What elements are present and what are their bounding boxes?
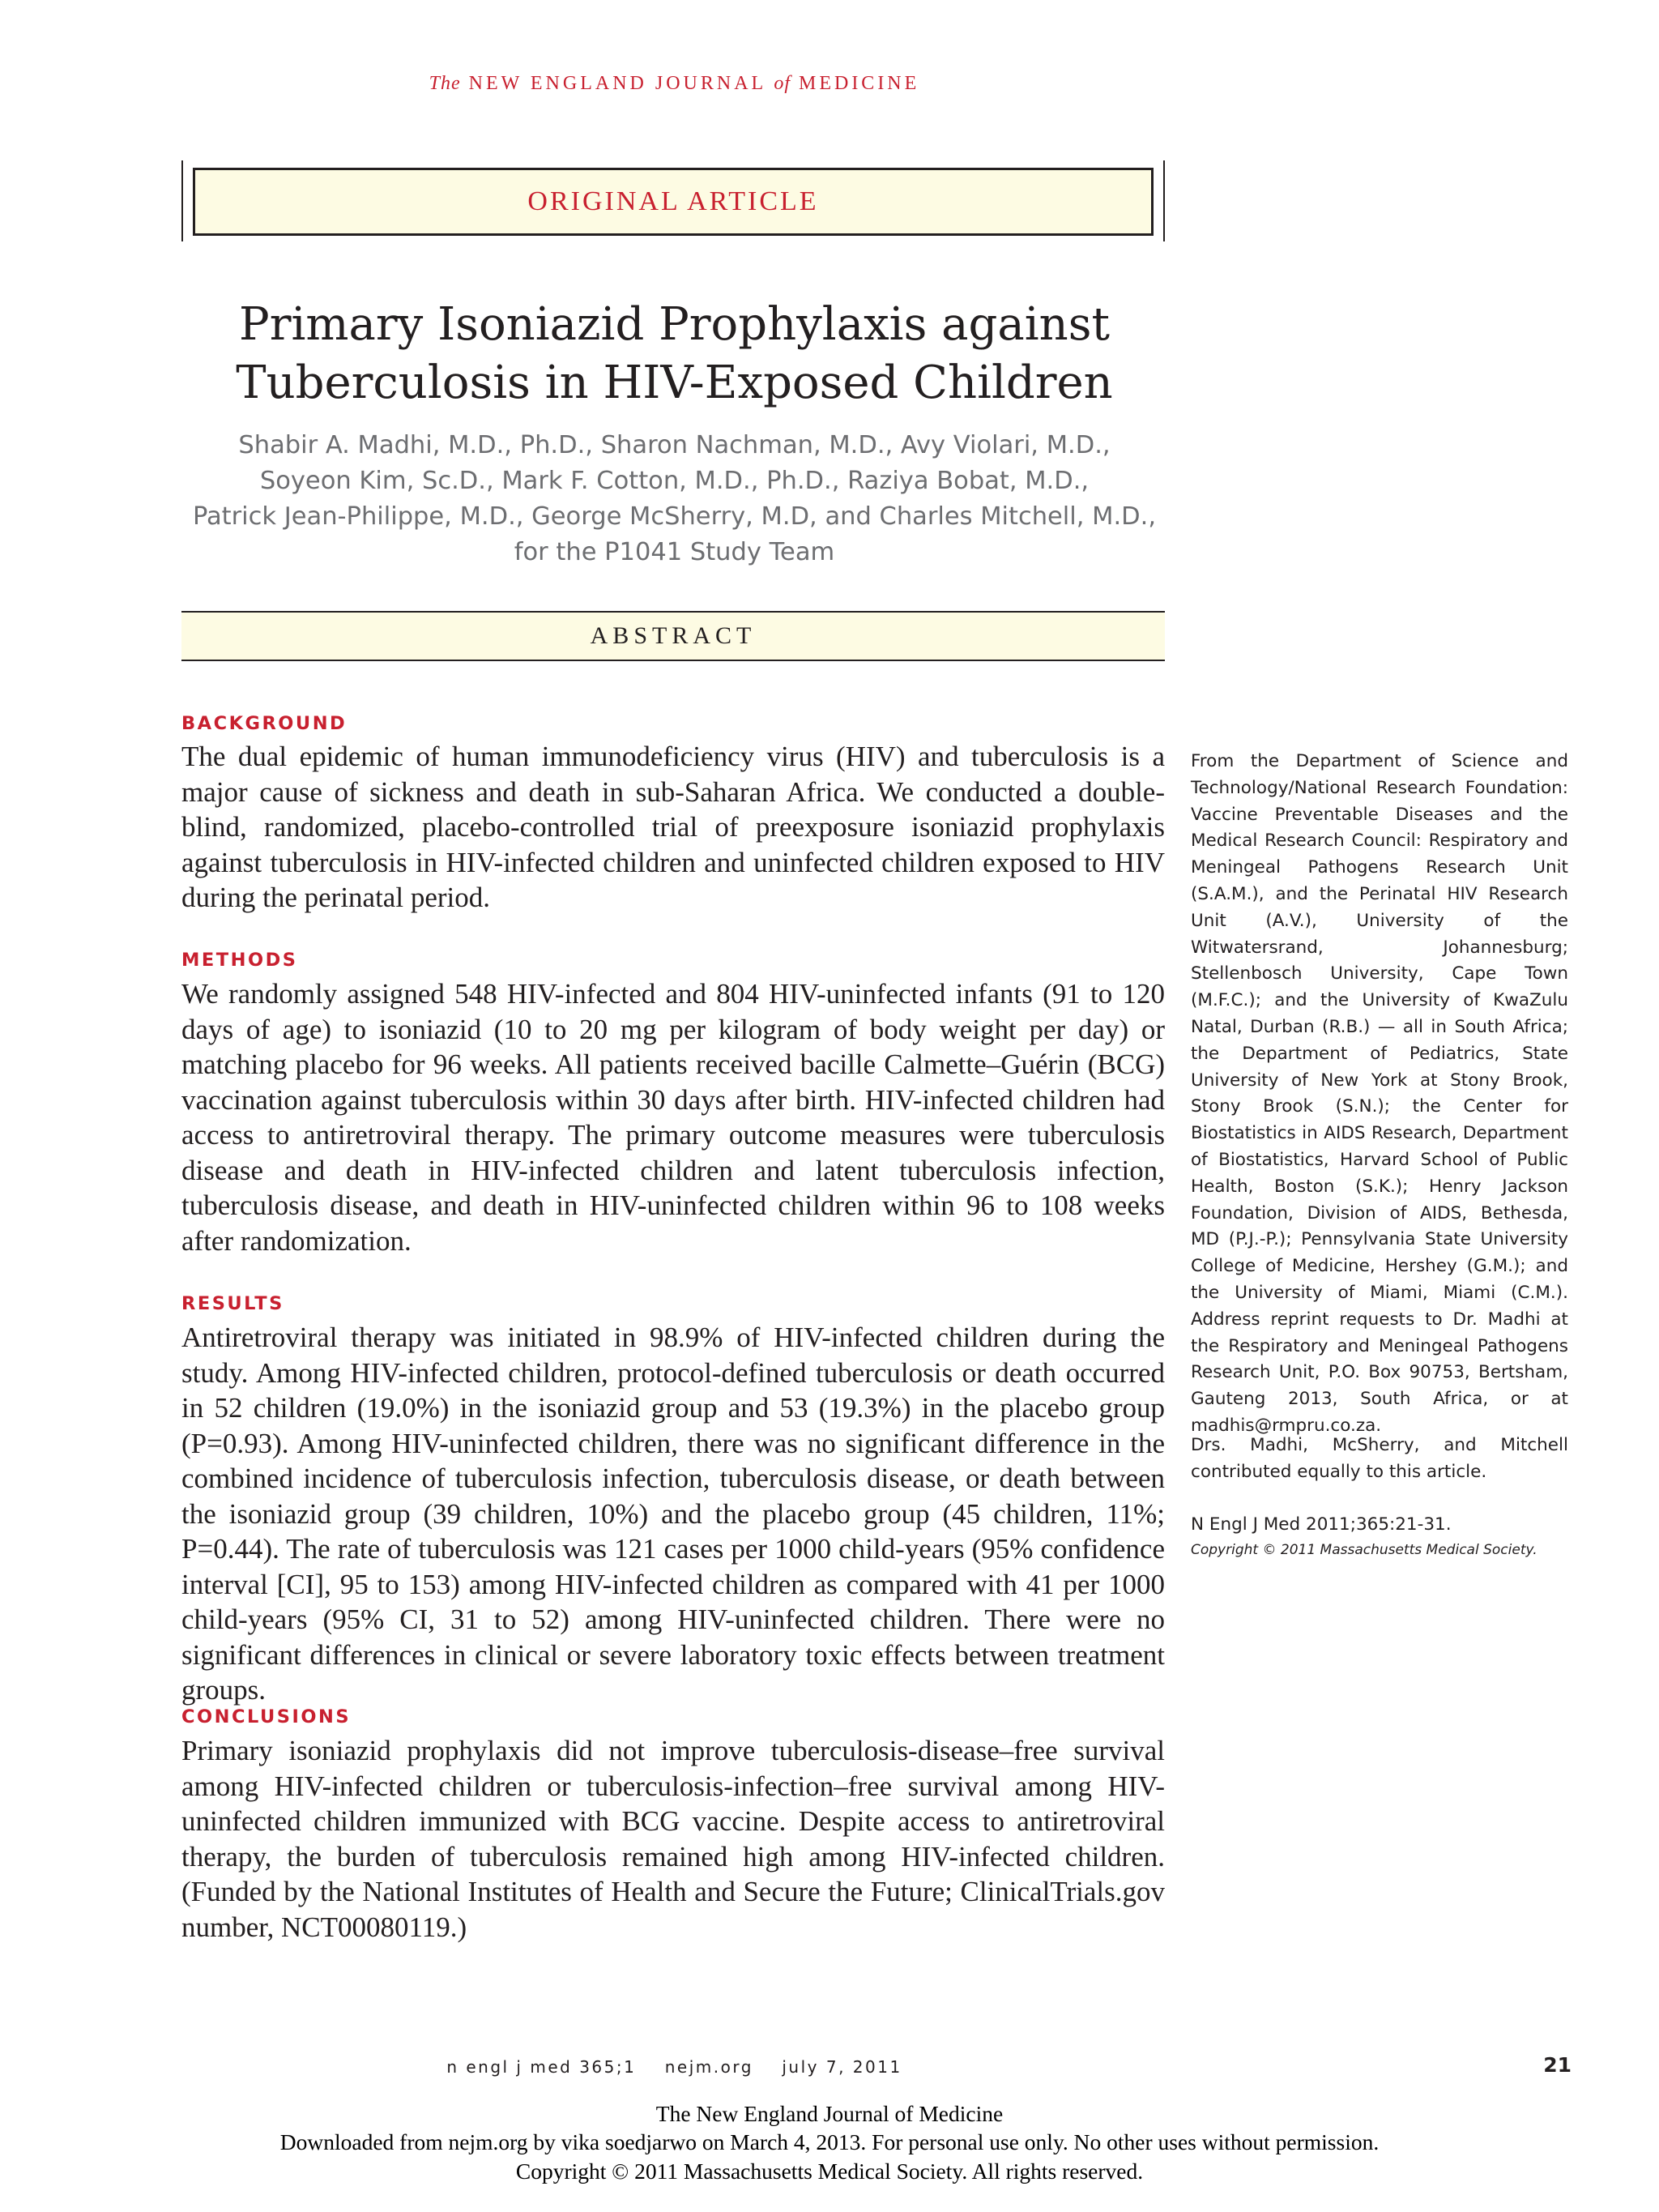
authors-line-2: Soyeon Kim, Sc.D., Mark F. Cotton, M.D., Ph.D., Raziya Bobat, M.D., [259,467,1090,495]
citation-block [1191,1512,1568,1561]
authors-line-1: Shabir A. Madhi, M.D., Ph.D., Sharon Nachman, M.D., Avy Violari, M.D., [238,431,1111,459]
methods-text: We randomly assigned 548 HIV-infected and 804 HIV-uninfected infants (91 to 120 days of age) to isoniazid (10 to 20 mg per kilogram of body weight per day) or matching placebo for 96 weeks. All patients received bacille Calmette–Guérin (BCG) vaccination against tuberculosis within 30 days after birth. HIV-infected children had access to antiretroviral therapy. The primary outcome measures were tuberculosis disease and death in HIV-infected children and latent tuberculosis infection, tuberculosis disease, and death in HIV-uninfected children within 96 to 108 weeks after randomization. [181,978,1165,1257]
abstract-heading-bar [181,611,1165,661]
author-list [0,428,1349,570]
authors-line-3: Patrick Jean-Philippe, M.D., George McSherry, M.D, and Charles Mitchell, M.D., [192,502,1157,531]
page-number: 21 [1543,2053,1572,2077]
conclusions-heading: CONCLUSIONS [181,1706,352,1727]
journal-name-part1: NEW ENGLAND JOURNAL [468,73,766,94]
article-title [0,296,1349,412]
background-text: The dual epidemic of human immunodeficiency virus (HIV) and tuberculosis is a major cause of sickness and death in sub-Saharan Africa. We conducted a double-blind, randomized, placebo-controlled trial of preexposure isoniazid prophylaxis against tuberculosis in HIV-infected children and uninfected children exposed to HIV during the perinatal period. [181,741,1165,913]
methods-heading: METHODS [181,950,298,971]
journal-of: of [774,73,791,94]
download-line-3: Copyright © 2011 Massachusetts Medical Society. All rights reserved. [515,2159,1144,2184]
title-line-1: Primary Isoniazid Prophylaxis against [239,298,1110,351]
journal-citation: N Engl J Med 2011;365:21-31. [1191,1514,1452,1535]
authors-line-4: for the P1041 Study Team [514,538,835,566]
download-line-1: The New England Journal of Medicine [655,2101,1004,2126]
article-type-box [193,168,1154,236]
results-heading: RESULTS [181,1293,284,1314]
author-affiliations: From the Department of Science and Technology/National Research Foundation: Vaccine Preventable Diseases and the Medical Research Council: Respiratory and Meningeal Pathogens Research Unit (S.A.M.), and the Perinatal HIV Research Unit (A.V.), University of the Witwatersrand, Johannesburg; Stellenbosch University, Cape Town (M.F.C.); and the University of KwaZulu Natal, Durban (R.B.) — all in South Africa; the Department of Pediatrics, State University of New York at Stony Brook, Stony Brook (S.N.); the Center for Biostatistics in AIDS Research, Department of Biostatistics, Harvard School of Public Health, Boston (S.K.); Henry Jackson Foundation, Division of AIDS, Bethesda, MD (P.J.-P.); Pennsylvania State University College of Medicine, Hershey (G.M.); and the University of Miami, Miami (C.M.). Address reprint requests to Dr. Madhi at the Respiratory and Meningeal Pathogens Research Unit, P.O. Box 90753, Bertsham, Gauteng 2013, South Africa, or at madhis@rmpru.co.za. [1191,751,1568,1436]
conclusions-text: Primary isoniazid prophylaxis did not improve tuberculosis-disease–free survival among HIV-infected children or tuberculosis-infection–free survival among HIV-uninfected children immunized with BCG vaccine. Despite access to antiretroviral therapy, the burden of tuberculosis remained high among HIV-infected children. (Funded by the National Institutes of Health and Secure the Future; ClinicalTrials.gov number, NCT00080119.) [181,1735,1165,1943]
article-type-label: ORIGINAL ARTICLE [527,186,819,216]
journal-the: The [429,73,461,94]
copyright-notice: Copyright © 2011 Massachusetts Medical Society. [1191,1541,1537,1558]
contribution-note: Drs. Madhi, McSherry, and Mitchell contributed equally to this article. [1191,1435,1568,1482]
results-text: Antiretroviral therapy was initiated in 98.9% of HIV-infected children during the study. Among HIV-infected children, protocol-defined tuberculosis or death occurred in 52 children (19.0%) in the isoniazid group and 53 (19.3%) in the placebo group (P=0.93). Among HIV-uninfected children, there was no significant difference in the combined incidence of tuberculosis infection, tuberculosis disease, or death between the isoniazid group (39 children, 10%) and the placebo group (45 children, 11%; P=0.44). The rate of tuberculosis was 121 cases per 1000 child-years (95% confidence interval [CI], 95 to 153) among HIV-infected children as compared with 41 per 1000 child-years (95% CI, 31 to 52) among HIV-uninfected children. There were no significant differences in clinical or severe laboratory toxic effects between treatment groups. [181,1322,1165,1706]
download-line-2: Downloaded from nejm.org by vika soedjarwo on March 4, 2013. For personal use only. No other uses without permission. [279,2129,1380,2154]
title-line-2: Tuberculosis in HIV-Exposed Children [236,357,1113,409]
footer-citation: n engl j med 365;1 nejm.org july 7, 2011 [446,2057,902,2077]
abstract-heading: ABSTRACT [590,622,757,649]
journal-running-head [0,73,1349,95]
background-heading: BACKGROUND [181,713,348,734]
journal-name-part2: MEDICINE [798,73,920,94]
